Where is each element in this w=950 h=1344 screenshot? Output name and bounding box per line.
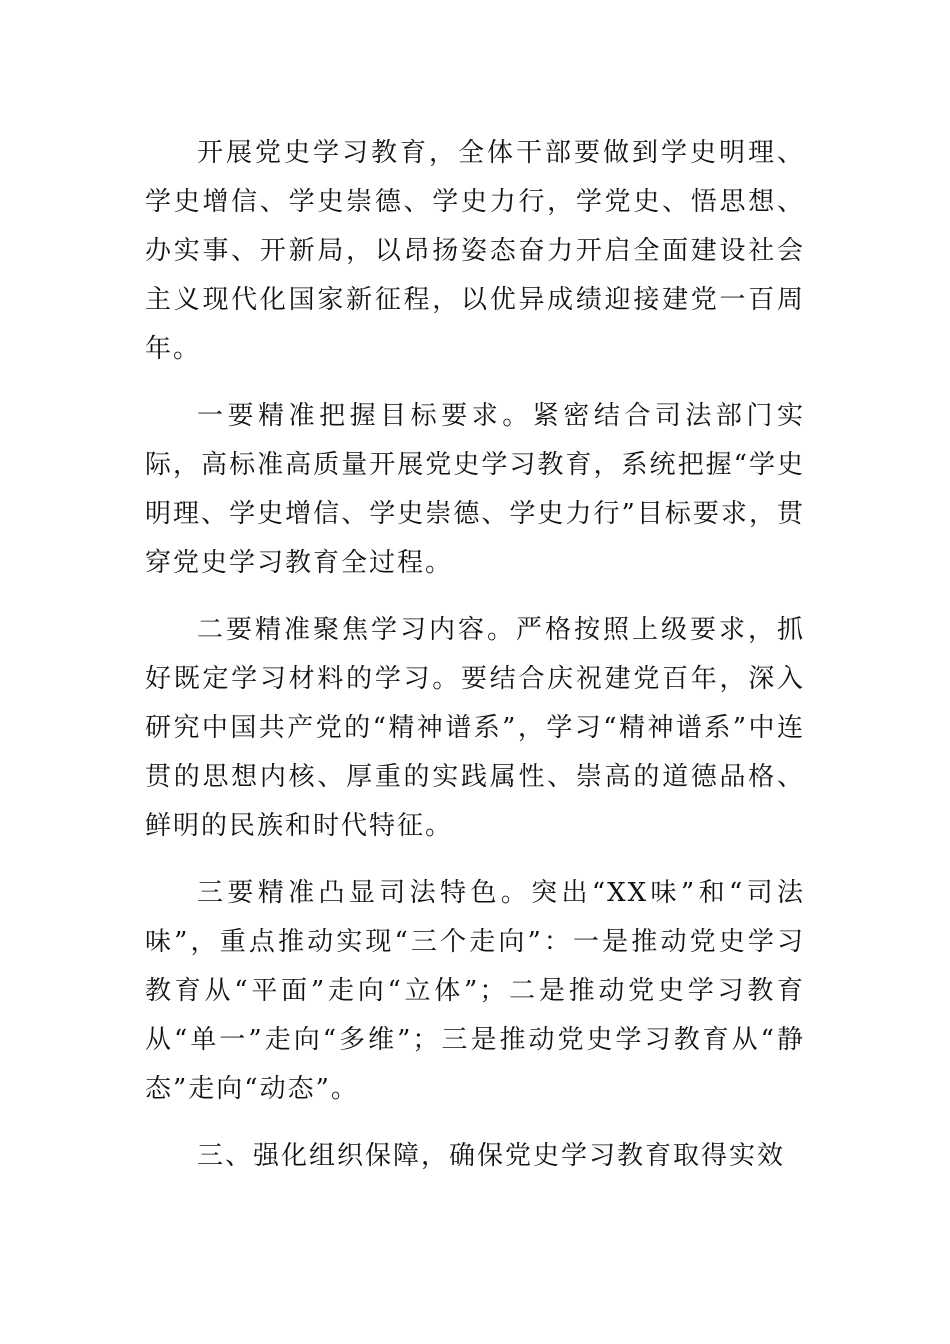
paragraph-judicial-features: 三要精准凸显司法特色。突出“XX味”和“司法味”，重点推动实现“三个走向”：一是推动党史学习教育从“平面”走向“立体”；二是推动党史学习教育从“单一”走向“多维”；三是推动党史学习教育从“静态”走向“动态”。 (145, 878, 805, 1104)
paragraph-learning-content: 二要精准聚焦学习内容。严格按照上级要求，抓好既定学习材料的学习。要结合庆祝建党百年，深入研究中国共产党的“精神谱系”，学习“精神谱系”中连贯的思想内核、厚重的实践属性、崇高的道德品格、鲜明的民族和时代特征。 (145, 615, 805, 841)
section-heading-organizational-guarantee: 三、强化组织保障，确保党史学习教育取得实效 (197, 1141, 786, 1171)
paragraph-goal-requirements: 一要精准把握目标要求。紧密结合司法部门实际，高标准高质量开展党史学习教育，系统把握“学史明理、学史增信、学史崇德、学史力行”目标要求，贯穿党史学习教育全过程。 (145, 401, 805, 578)
document-body (145, 129, 805, 1199)
paragraph-intro: 开展党史学习教育，全体干部要做到学史明理、学史增信、学史崇德、学史力行，学党史、悟思想、办实事、开新局，以昂扬姿态奋力开启全面建设社会主义现代化国家新征程，以优异成绩迎接建党一百周年。 (145, 138, 805, 364)
